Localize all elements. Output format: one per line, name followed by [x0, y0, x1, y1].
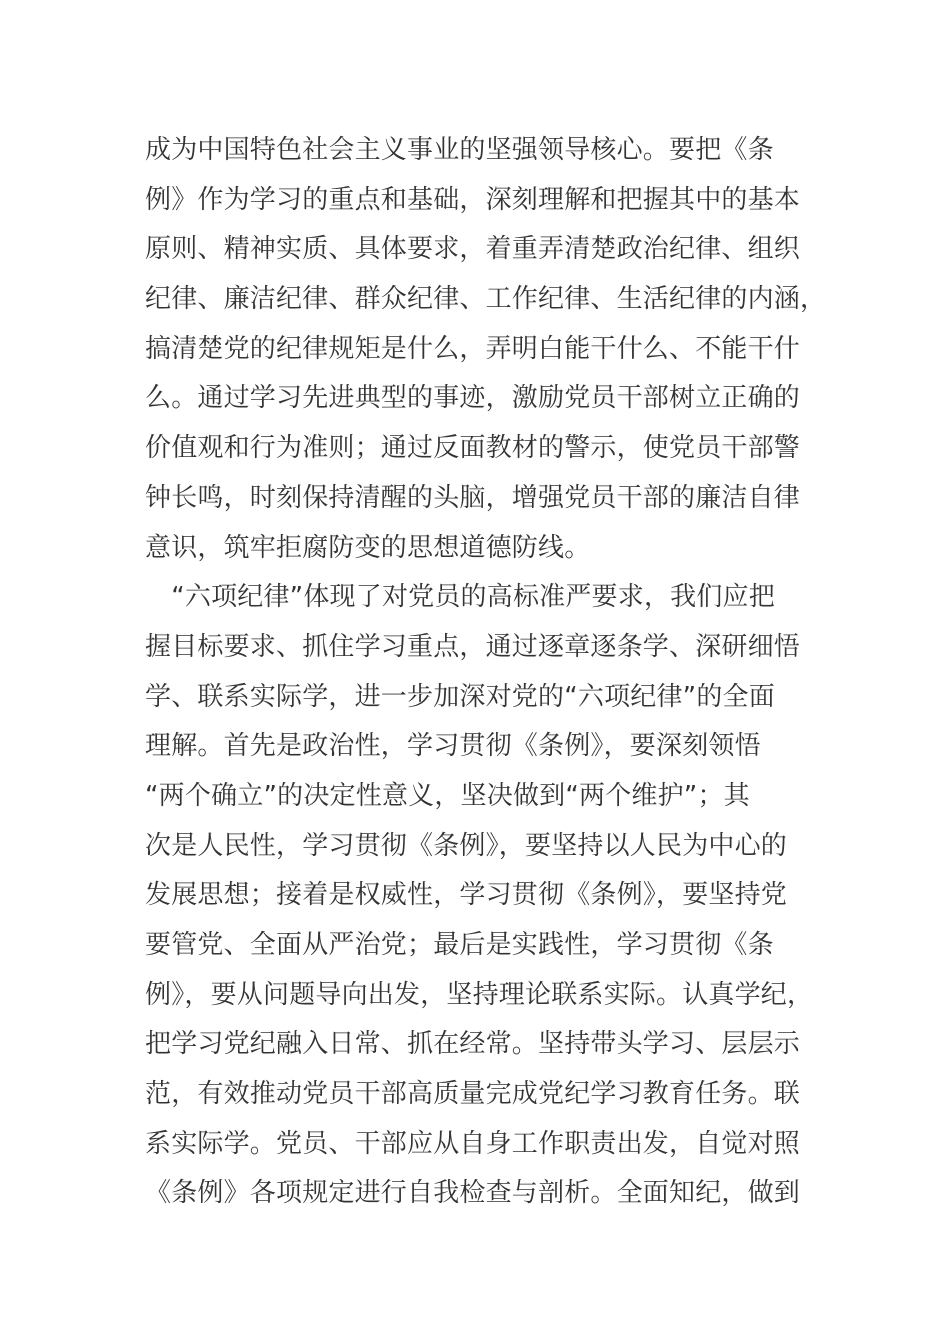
body-text	[145, 126, 825, 1219]
text-line: 范，有效推动党员干部高质量完成党纪学习教育任务。联	[145, 1079, 801, 1110]
text-line: 理解。首先是政治性，学习贯彻《条例》，要深刻领悟	[145, 731, 761, 762]
text-line: 要管党、全面从严治党；最后是实践性，学习贯彻《条	[145, 930, 774, 960]
text-line: 把学习党纪融入日常、抓在经常。坚持带头学习、层层示	[145, 1029, 801, 1060]
text-line: 纪律、廉洁纪律、群众纪律、工作纪律、生活纪律的内涵，	[145, 284, 827, 315]
text-line: 原则、精神实质、具体要求，着重弄清楚政治纪律、组织	[145, 234, 801, 265]
text-line: “两个确立”的决定性意义，坚决做到“两个维护”；其	[145, 780, 750, 811]
text-line: 例》作为学习的重点和基础，深刻理解和把握其中的基本	[145, 184, 801, 215]
text-line: 发展思想；接着是权威性，学习贯彻《条例》，要坚持党	[145, 880, 788, 911]
text-line: 《条例》各项规定进行自我检查与剖析。全面知纪，做到	[145, 1178, 801, 1209]
text-line: 系实际学。党员、干部应从自身工作职责出发，自觉对照	[145, 1128, 801, 1159]
text-line: 次是人民性，学习贯彻《条例》，要坚持以人民为中心的	[145, 830, 788, 861]
text-line: 么。通过学习先进典型的事迹，激励党员干部树立正确的	[145, 383, 801, 414]
text-line: 例》，要从问题导向出发，坚持理论联系实际。认真学纪，	[145, 979, 814, 1010]
text-line: 握目标要求、抓住学习重点，通过逐章逐条学、深研细悟	[145, 631, 801, 662]
text-line: 意识，筑牢拒腐防变的思想道德防线。	[145, 532, 591, 563]
text-line: 搞清楚党的纪律规矩是什么，弄明白能干什么、不能干什	[145, 333, 801, 364]
text-line: 成为中国特色社会主义事业的坚强领导核心。要把《条	[145, 135, 774, 165]
text-line: 价值观和行为准则；通过反面教材的警示，使党员干部警	[145, 433, 801, 464]
text-line: 钟长鸣，时刻保持清醒的头脑，增强党员干部的廉洁自律	[145, 482, 801, 513]
text-line: 学、联系实际学，进一步加深对党的“六项纪律”的全面	[145, 681, 775, 712]
text-line: “六项纪律”体现了对党员的高标准严要求，我们应把	[145, 582, 775, 613]
